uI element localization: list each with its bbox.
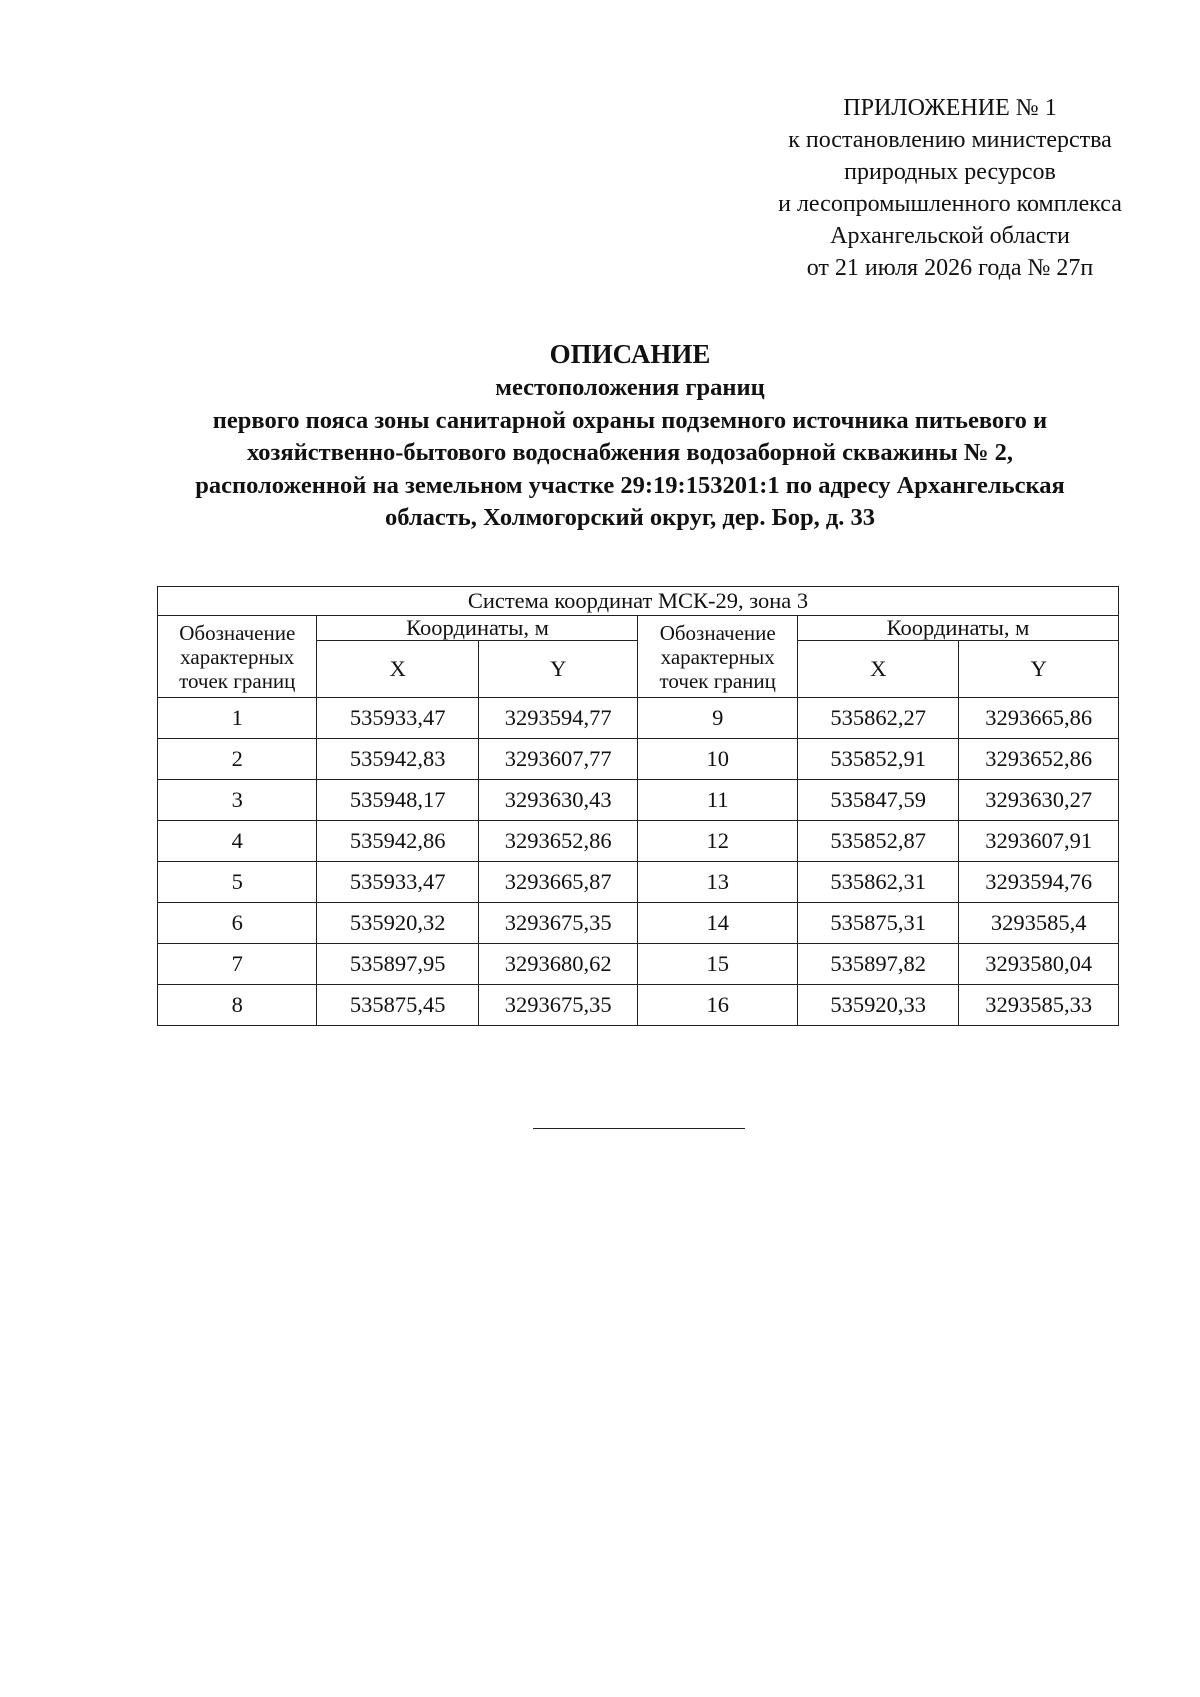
x-value: 535933,47 [317, 698, 479, 739]
y-value: 3293630,27 [959, 780, 1119, 821]
title-line: область, Холмогорский округ, дер. Бор, д. 33 [384, 504, 876, 531]
x-value: 535847,59 [797, 780, 959, 821]
y-value: 3293675,35 [478, 903, 637, 944]
appendix-line: ПРИЛОЖЕНИЕ № 1 [843, 95, 1057, 121]
y-value: 3293665,86 [959, 698, 1119, 739]
y-header: Y [478, 641, 637, 698]
point-id: 3 [158, 780, 317, 821]
x-value: 535942,86 [317, 821, 479, 862]
title-line: первого пояса зоны санитарной охраны подземного источника питьевого и [212, 406, 1048, 434]
y-value: 3293585,4 [959, 903, 1119, 944]
title-line: расположенной на земельном участке 29:19:153201:1 по адресу Архангельская [195, 471, 1065, 499]
table-system-row [158, 587, 1119, 616]
title-line: местоположения границ [495, 374, 765, 401]
appendix-line: и лесопромышленного комплекса [778, 191, 1122, 217]
table-row [158, 698, 1119, 739]
y-value: 3293652,86 [959, 739, 1119, 780]
x-value: 535875,45 [317, 985, 479, 1026]
table-row [158, 944, 1119, 985]
x-value: 535875,31 [797, 903, 959, 944]
table-row [158, 821, 1119, 862]
coords-header: Координаты, м [797, 616, 1118, 641]
y-value: 3293607,91 [959, 821, 1119, 862]
table-row [158, 903, 1119, 944]
point-id: 4 [158, 821, 317, 862]
point-id: 2 [158, 739, 317, 780]
y-header: Y [959, 641, 1119, 698]
appendix-line: природных ресурсов [844, 159, 1056, 185]
y-value: 3293594,77 [478, 698, 637, 739]
point-id: 10 [638, 739, 797, 780]
title-line: хозяйственно-бытового водоснабжения водозаборной скважины № 2, [246, 439, 1014, 466]
x-value: 535897,82 [797, 944, 959, 985]
coordinates-table [157, 586, 1119, 1026]
appendix-line: от 21 июля 2026 года № 27п [806, 255, 1094, 281]
y-value: 3293580,04 [959, 944, 1119, 985]
y-value: 3293594,76 [959, 862, 1119, 903]
point-id: 11 [638, 780, 797, 821]
y-value: 3293665,87 [478, 862, 637, 903]
point-header: Обозначение характерных точек границ [158, 616, 317, 698]
y-value: 3293675,35 [478, 985, 637, 1026]
x-value: 535933,47 [317, 862, 479, 903]
appendix-line: Архангельской области [830, 223, 1070, 249]
x-value: 535862,27 [797, 698, 959, 739]
point-id: 16 [638, 985, 797, 1026]
x-value: 535948,17 [317, 780, 479, 821]
point-id: 12 [638, 821, 797, 862]
coords-header: Координаты, м [317, 616, 638, 641]
point-id: 8 [158, 985, 317, 1026]
coordinate-system-header: Система координат МСК-29, зона 3 [158, 587, 1119, 616]
x-value: 535942,83 [317, 739, 479, 780]
point-id: 15 [638, 944, 797, 985]
point-id: 6 [158, 903, 317, 944]
point-header: Обозначение характерных точек границ [638, 616, 797, 698]
x-value: 535920,32 [317, 903, 479, 944]
x-value: 535897,95 [317, 944, 479, 985]
y-value: 3293680,62 [478, 944, 637, 985]
x-value: 535862,31 [797, 862, 959, 903]
table-row [158, 780, 1119, 821]
table-row [158, 739, 1119, 780]
y-value: 3293607,77 [478, 739, 637, 780]
y-value: 3293585,33 [959, 985, 1119, 1026]
point-id: 7 [158, 944, 317, 985]
table-row [158, 862, 1119, 903]
appendix-line: к постановлению министерства [788, 127, 1112, 153]
table-row [158, 985, 1119, 1026]
point-id: 5 [158, 862, 317, 903]
point-id: 14 [638, 903, 797, 944]
x-value: 535852,91 [797, 739, 959, 780]
point-id: 9 [638, 698, 797, 739]
point-id: 13 [638, 862, 797, 903]
x-header: X [797, 641, 959, 698]
x-header: X [317, 641, 479, 698]
y-value: 3293630,43 [478, 780, 637, 821]
x-value: 535920,33 [797, 985, 959, 1026]
x-value: 535852,87 [797, 821, 959, 862]
document-end-divider [533, 1128, 745, 1129]
appendix-header [700, 92, 1200, 284]
table-header-row [158, 616, 1119, 641]
point-id: 1 [158, 698, 317, 739]
document-title [100, 336, 1160, 535]
title-main: ОПИСАНИЕ [549, 339, 711, 369]
y-value: 3293652,86 [478, 821, 637, 862]
